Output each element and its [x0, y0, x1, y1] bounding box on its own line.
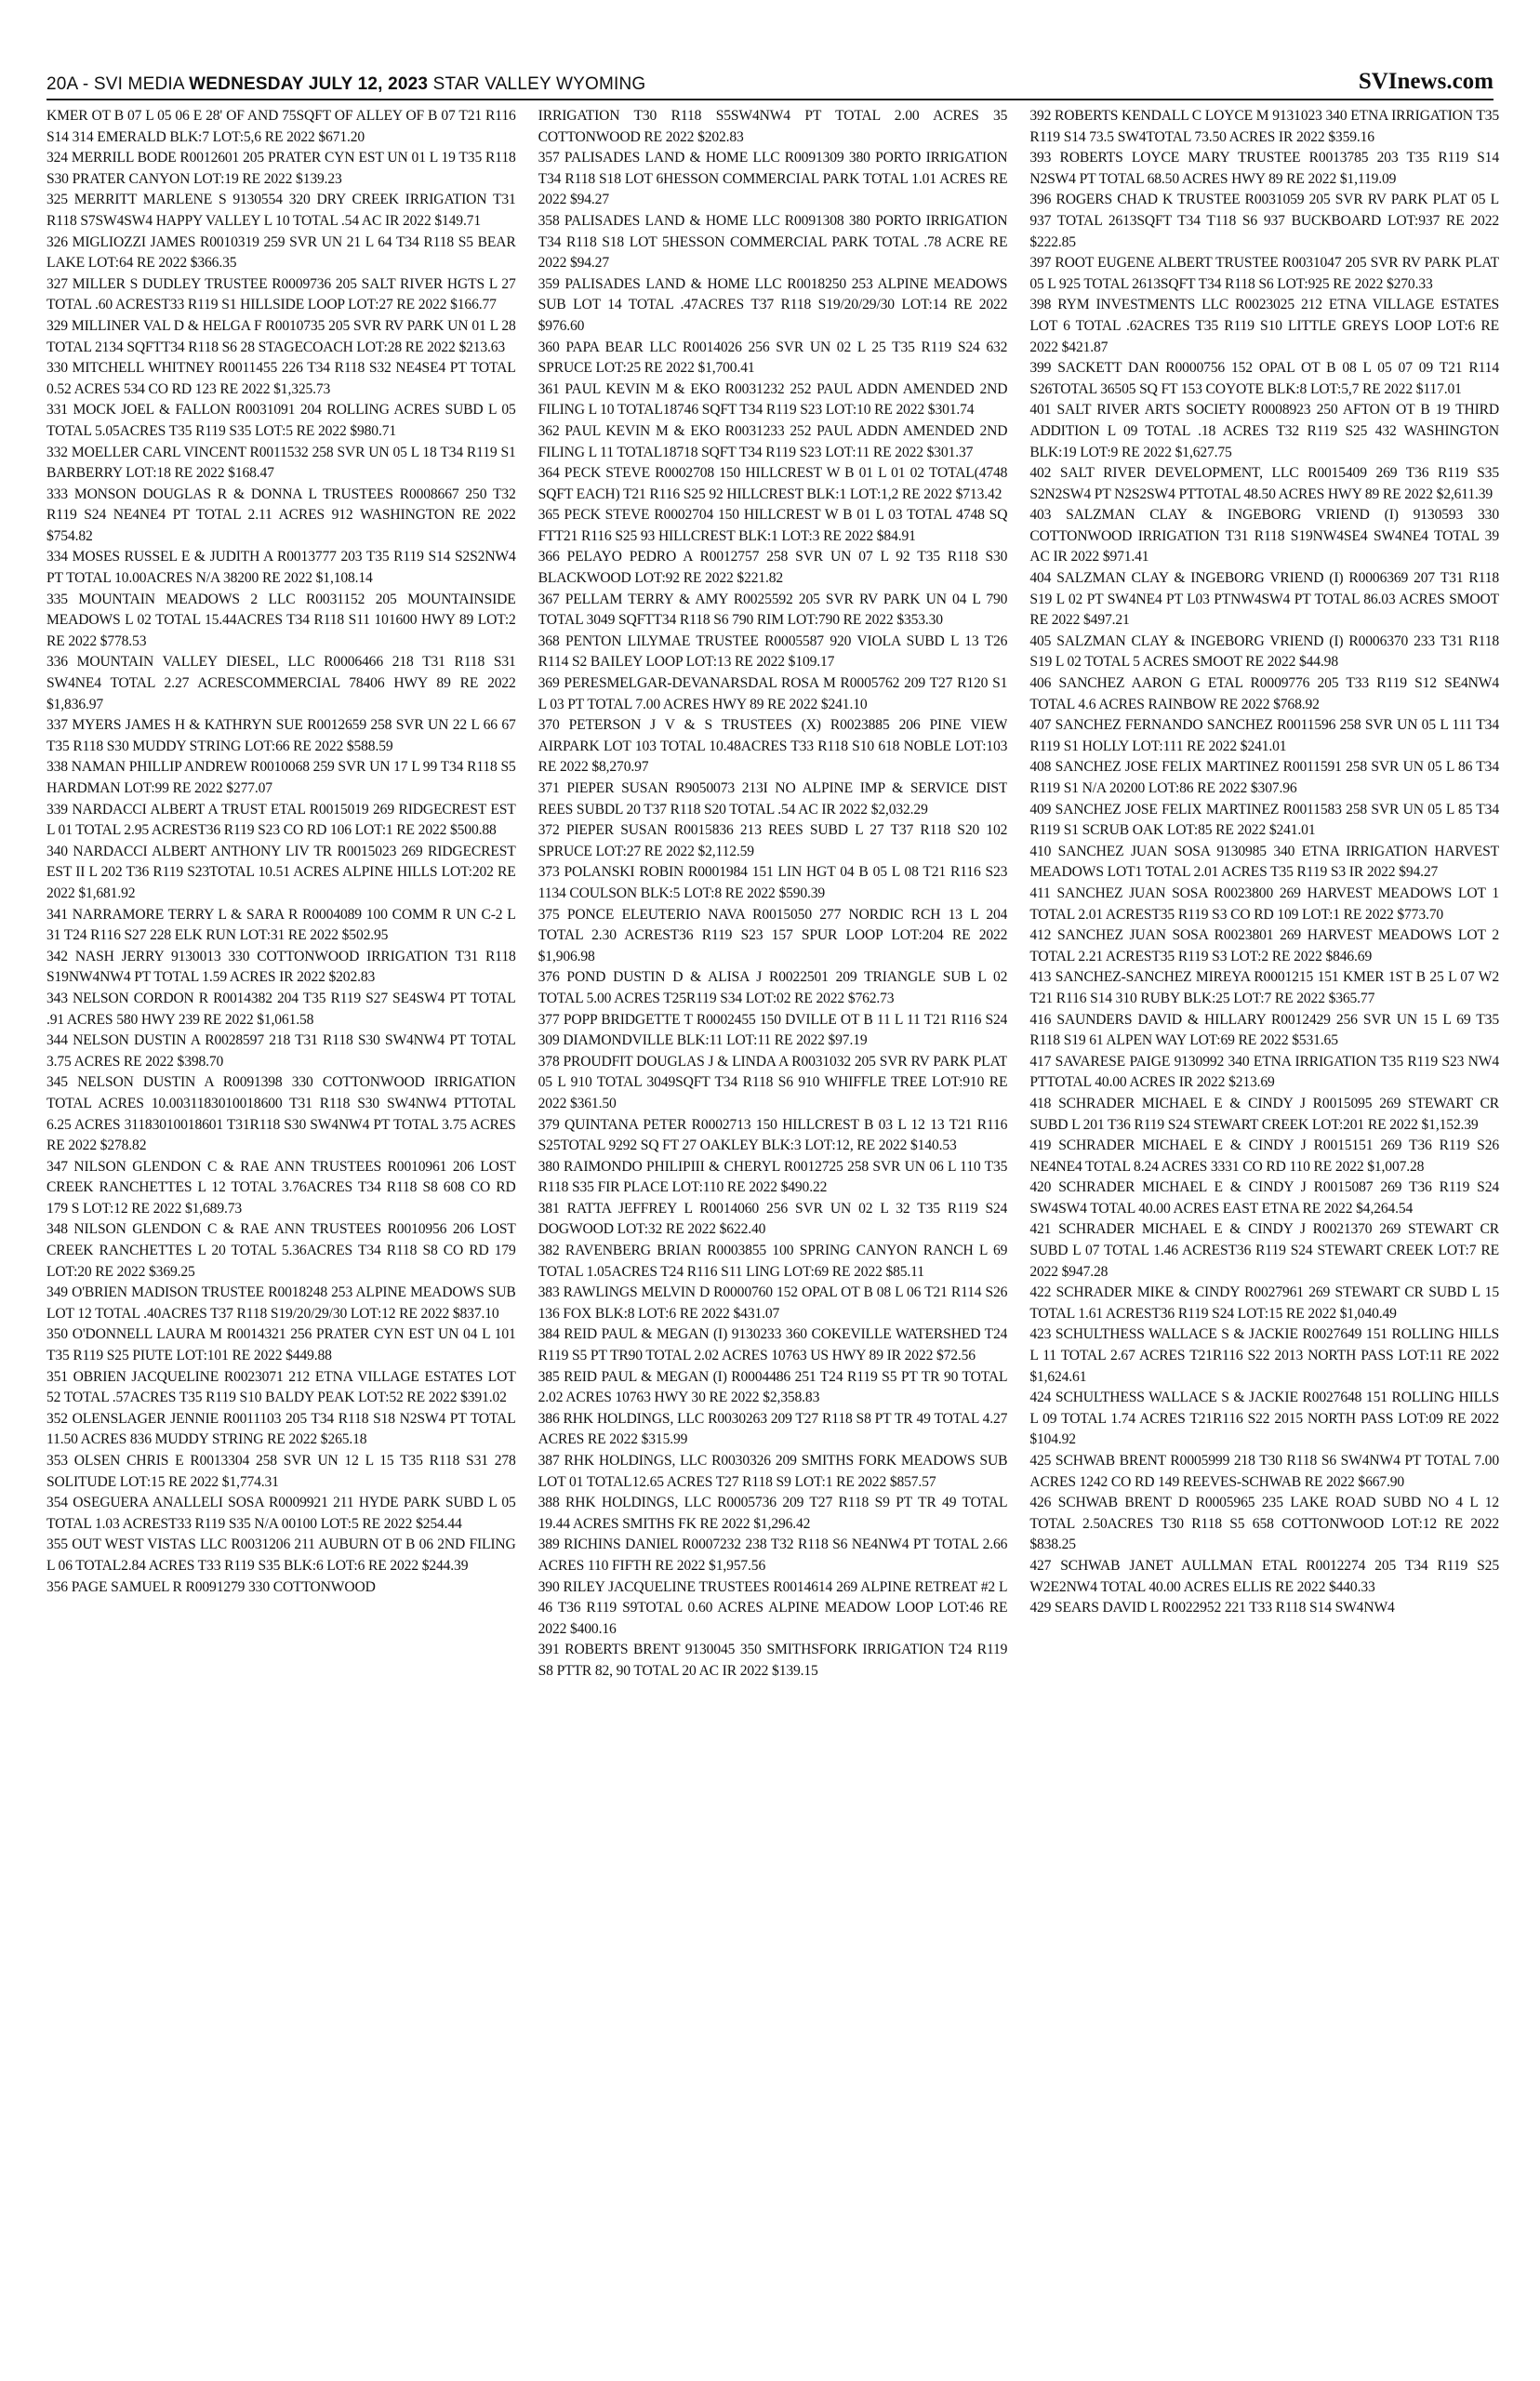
tax-listing-entry: 343 NELSON CORDON R R0014382 204 T35 R119 S27 SE4SW4 PT TOTAL .91 ACRES 580 HWY 239 RE 2022 $1,061.58: [46, 990, 516, 1028]
tax-listing-entry: 386 RHK HOLDINGS, LLC R0030263 209 T27 R118 S8 PT TR 49 TOTAL 4.27 ACRES RE 2022 $315.99: [538, 1410, 1008, 1448]
column-1: [46, 106, 516, 2381]
tax-listing-entry: 348 NILSON GLENDON C & RAE ANN TRUSTEES R0010956 206 LOST CREEK RANCHETTES L 20 TOTAL 5.36ACRES T34 R118 S8 CO RD 179 LOT:20 RE 2022 $369.25: [46, 1221, 516, 1280]
tax-listing-entry: 388 RHK HOLDINGS, LLC R0005736 209 T27 R118 S9 PT TR 49 TOTAL 19.44 ACRES SMITHS FK RE 2022 $1,296.42: [538, 1495, 1008, 1532]
tax-listing-entry: 329 MILLINER VAL D & HELGA F R0010735 205 SVR RV PARK UN 01 L 28 TOTAL 2134 SQFTT34 R118 S6 28 STAGECOACH LOT:28 RE 2022 $213.63: [46, 317, 516, 355]
header-left: [46, 74, 645, 95]
tax-listing-entry: 412 SANCHEZ JUAN SOSA R0023801 269 HARVEST MEADOWS LOT 2 TOTAL 2.21 ACREST35 R119 S3 LOT:2 RE 2022 $846.69: [1029, 927, 1499, 964]
tax-listing-entry: 370 PETERSON J V & S TRUSTEES (X) R0023885 206 PINE VIEW AIRPARK LOT 103 TOTAL 10.48ACRES T33 R118 S10 618 NOBLE LOT:103 RE 2022 $8,270.97: [538, 717, 1008, 776]
tax-listing-entry: 397 ROOT EUGENE ALBERT TRUSTEE R0031047 205 SVR RV PARK PLAT 05 L 925 TOTAL 2613SQFT T34 R118 S6 LOT:925 RE 2022 $270.33: [1029, 255, 1499, 292]
tax-listing-entry: 373 POLANSKI ROBIN R0001984 151 LIN HGT 04 B 05 L 08 T21 R116 S23 1134 COULSON BLK:5 LOT:8 RE 2022 $590.39: [538, 864, 1008, 901]
tax-listing-entry: 362 PAUL KEVIN M & EKO R0031233 252 PAUL ADDN AMENDED 2ND FILING L 11 TOTAL18718 SQFT T34 R119 S23 LOT:11 RE 2022 $301.37: [538, 422, 1008, 460]
tax-listing-entry: 382 RAVENBERG BRIAN R0003855 100 SPRING CANYON RANCH L 69 TOTAL 1.05ACRES T24 R116 S11 LING LOT:69 RE 2022 $85.11: [538, 1243, 1008, 1280]
tax-listing-entry: 356 PAGE SAMUEL R R0091279 330 COTTONWOOD: [46, 1578, 376, 1595]
tax-listing-entry: 338 NAMAN PHILLIP ANDREW R0010068 259 SVR UN 17 L 99 T34 R118 S5 HARDMAN LOT:99 RE 2022 $277.07: [46, 759, 516, 796]
tax-listing-entry: 411 SANCHEZ JUAN SOSA R0023800 269 HARVEST MEADOWS LOT 1 TOTAL 2.01 ACREST35 R119 S3 CO RD 109 LOT:1 RE 2022 $773.70: [1029, 885, 1499, 923]
tax-listing-entry: 365 PECK STEVE R0002704 150 HILLCREST W B 01 L 03 TOTAL 4748 SQ FTT21 R116 S25 93 HILLCREST BLK:1 LOT:3 RE 2022 $84.91: [538, 507, 1008, 544]
tax-listing-entry: IRRIGATION T30 R118 S5SW4NW4 PT TOTAL 2.00 ACRES 35 COTTONWOOD RE 2022 $202.83: [538, 108, 1008, 145]
tax-listing-entry: 384 REID PAUL & MEGAN (I) 9130233 360 COKEVILLE WATERSHED T24 R119 S5 PT TR90 TOTAL 2.02 ACRES 10763 US HWY 89 IR 2022 $72.56: [538, 1326, 1008, 1364]
tax-listing-entry: 347 NILSON GLENDON C & RAE ANN TRUSTEES R0010961 206 LOST CREEK RANCHETTES L 12 TOTAL 3.76ACRES T34 R118 S8 608 CO RD 179 S LOT:12 RE 2022 $1,689.73: [46, 1158, 516, 1217]
tax-listing-entry: 334 MOSES RUSSEL E & JUDITH A R0013777 203 T35 R119 S14 S2S2NW4 PT TOTAL 10.00ACRES N/A 38200 RE 2022 $1,108.14: [46, 549, 516, 587]
tax-listing-entry: 359 PALISADES LAND & HOME LLC R0018250 253 ALPINE MEADOWS SUB LOT 14 TOTAL .47ACRES T37 R118 S19/20/29/30 LOT:14 RE 2022 $976.60: [538, 275, 1008, 334]
tax-listing-entry: 410 SANCHEZ JUAN SOSA 9130985 340 ETNA IRRIGATION HARVEST MEADOWS LOT1 TOTAL 2.01 ACRES T35 R119 S3 IR 2022 $94.27: [1029, 843, 1499, 881]
tax-listing-entry: 401 SALT RIVER ARTS SOCIETY R0008923 250 AFTON OT B 19 THIRD ADDITION L 09 TOTAL .18 ACRES T32 R119 S25 432 WASHINGTON BLK:19 LOT:9 RE 2022 $1,627.75: [1029, 402, 1499, 460]
tax-listing-entry: 326 MIGLIOZZI JAMES R0010319 259 SVR UN 21 L 64 T34 R118 S5 BEAR LAKE LOT:64 RE 2022 $366.35: [46, 233, 516, 272]
section-label: 20A - SVI MEDIA: [46, 74, 184, 94]
listing-columns: [46, 106, 1499, 2381]
tax-listing-entry: 330 MITCHELL WHITNEY R0011455 226 T34 R118 S32 NE4SE4 PT TOTAL 0.52 ACRES 534 CO RD 123 RE 2022 $1,325.73: [46, 360, 516, 397]
tax-listing-entry: 351 OBRIEN JACQUELINE R0023071 212 ETNA VILLAGE ESTATES LOT 52 TOTAL .57ACRES T35 R119 S10 BALDY PEAK LOT:52 RE 2022 $391.02: [46, 1368, 516, 1406]
tax-listing-entry: 427 SCHWAB JANET AULLMAN ETAL R0012274 205 T34 R119 S25 W2E2NW4 TOTAL 40.00 ACRES ELLIS RE 2022 $440.33: [1029, 1557, 1499, 1595]
tax-listing-entry: 375 PONCE ELEUTERIO NAVA R0015050 277 NORDIC RCH 13 L 204 TOTAL 2.30 ACREST36 R119 S23 157 SPUR LOOP LOT:204 RE 2022 $1,906.98: [538, 906, 1008, 964]
tax-listing-entry: 409 SANCHEZ JOSE FELIX MARTINEZ R0011583 258 SVR UN 05 L 85 T34 R119 S1 SCRUB OAK LOT:85 RE 2022 $241.01: [1029, 801, 1499, 839]
tax-listing-entry: 357 PALISADES LAND & HOME LLC R0091309 380 PORTO IRRIGATION T34 R118 S18 LOT 6HESSON COMMERCIAL PARK TOTAL 1.01 ACRES RE 2022 $94.27: [538, 150, 1008, 208]
tax-listing-entry: 407 SANCHEZ FERNANDO SANCHEZ R0011596 258 SVR UN 05 L 111 T34 R119 S1 HOLLY LOT:111 RE 2022 $241.01: [1029, 717, 1499, 754]
tax-listing-entry: 390 RILEY JACQUELINE TRUSTEES R0014614 269 ALPINE RETREAT #2 L 46 T36 R119 S9TOTAL 0.60 ACRES ALPINE MEADOW LOOP LOT:46 RE 2022 $400.16: [538, 1578, 1008, 1637]
tax-listing-entry: 366 PELAYO PEDRO A R0012757 258 SVR UN 07 L 92 T35 R118 S30 BLACKWOOD LOT:92 RE 2022 $221.82: [538, 549, 1008, 587]
tax-listing-entry: 396 ROGERS CHAD K TRUSTEE R0031059 205 SVR RV PARK PLAT 05 L 937 TOTAL 2613SQFT T34 T118 S6 937 BUCKBOARD LOT:937 RE 2022 $222.85: [1029, 192, 1499, 250]
tax-listing-entry: 426 SCHWAB BRENT D R0005965 235 LAKE ROAD SUBD NO 4 L 12 TOTAL 2.50ACRES T30 R118 S5 658 COTTONWOOD LOT:12 RE 2022 $838.25: [1029, 1495, 1499, 1553]
tax-listing-entry: KMER OT B 07 L 05 06 E 28' OF AND 75SQFT OF ALLEY OF B 07 T21 R116 S14 314 EMERALD BLK:7 LOT:5,6 RE 2022 $671.20: [46, 108, 516, 145]
issue-date: WEDNESDAY JULY 12, 2023: [189, 74, 429, 94]
location-label: STAR VALLEY WYOMING: [432, 74, 646, 94]
tax-listing-entry: 331 MOCK JOEL & FALLON R0031091 204 ROLLING ACRES SUBD L 05 TOTAL 5.05ACRES T35 R119 S35 LOT:5 RE 2022 $980.71: [46, 402, 516, 439]
tax-listing-entry: 358 PALISADES LAND & HOME LLC R0091308 380 PORTO IRRIGATION T34 R118 S18 LOT 5HESSON COMMERCIAL PARK TOTAL .78 ACRE RE 2022 $94.27: [538, 212, 1008, 272]
tax-listing-entry: 333 MONSON DOUGLAS R & DONNA L TRUSTEES R0008667 250 T32 R119 S24 NE4NE4 PT TOTAL 2.11 ACRES 912 WASHINGTON RE 2022 $754.82: [46, 486, 516, 544]
tax-listing-entry: 391 ROBERTS BRENT 9130045 350 SMITHSFORK IRRIGATION T24 R119 S8 PTTR 82, 90 TOTAL 20 AC IR 2022 $139.15: [538, 1642, 1008, 1679]
tax-listing-entry: 353 OLSEN CHRIS E R0013304 258 SVR UN 12 L 15 T35 R118 S31 278 SOLITUDE LOT:15 RE 2022 $1,774.31: [46, 1453, 516, 1490]
tax-listing-entry: 419 SCHRADER MICHAEL E & CINDY J R0015151 269 T36 R119 S26 NE4NE4 TOTAL 8.24 ACRES 3331 CO RD 110 RE 2022 $1,007.28: [1029, 1137, 1499, 1175]
tax-listing-entry: 378 PROUDFIT DOUGLAS J & LINDA A R0031032 205 SVR RV PARK PLAT 05 L 910 TOTAL 3049SQFT T34 R118 S6 910 WHIFFLE TREE LOT:910 RE 2022 $361.50: [538, 1053, 1008, 1111]
tax-listing-entry: 350 O'DONNELL LAURA M R0014321 256 PRATER CYN EST UN 04 L 101 T35 R119 S25 PIUTE LOT:101 RE 2022 $449.88: [46, 1326, 516, 1364]
tax-listing-entry: 424 SCHULTHESS WALLACE S & JACKIE R0027648 151 ROLLING HILLS L 09 TOTAL 1.74 ACRES T21R116 S22 2015 NORTH PASS LOT:09 RE 2022 $104.92: [1029, 1390, 1499, 1448]
column-2: [538, 106, 1008, 2381]
tax-listing-entry: 420 SCHRADER MICHAEL E & CINDY J R0015087 269 T36 R119 S24 SW4SW4 TOTAL 40.00 ACRES EAST ETNA RE 2022 $4,264.54: [1029, 1179, 1499, 1217]
tax-listing-entry: 422 SCHRADER MIKE & CINDY R0027961 269 STEWART CR SUBD L 15 TOTAL 1.61 ACREST36 R119 S24 LOT:15 RE 2022 $1,040.49: [1029, 1284, 1499, 1322]
tax-listing-entry: 376 POND DUSTIN D & ALISA J R0022501 209 TRIANGLE SUB L 02 TOTAL 5.00 ACRES T25R119 S34 LOT:02 RE 2022 $762.73: [538, 969, 1008, 1006]
tax-listing-entry: 371 PIEPER SUSAN R9050073 213I NO ALPINE IMP & SERVICE DIST REES SUBDL 20 T37 R118 S20 TOTAL .54 AC IR 2022 $2,032.29: [538, 780, 1008, 818]
tax-listing-entry: 405 SALZMAN CLAY & INGEBORG VRIEND (I) R0006370 233 T31 R118 S19 L 02 TOTAL 5 ACRES SMOOT RE 2022 $44.98: [1029, 632, 1499, 671]
tax-listing-entry: 380 RAIMONDO PHILIPIII & CHERYL R0012725 258 SVR UN 06 L 110 T35 R118 S35 FIR PLACE LOT:110 RE 2022 $490.22: [538, 1158, 1008, 1196]
tax-listing-entry: 381 RATTA JEFFREY L R0014060 256 SVR UN 02 L 32 T35 R119 S24 DOGWOOD LOT:32 RE 2022 $622.40: [538, 1200, 1008, 1238]
tax-listing-entry: 372 PIEPER SUSAN R0015836 213 REES SUBD L 27 T37 R118 S20 102 SPRUCE LOT:27 RE 2022 $2,112.59: [538, 822, 1008, 859]
tax-listing-entry: 364 PECK STEVE R0002708 150 HILLCREST W B 01 L 01 02 TOTAL(4748 SQFT EACH) T21 R116 S25 92 HILLCREST BLK:1 LOT:1,2 RE 2022 $713.42: [538, 465, 1008, 502]
tax-listing-entry: 341 NARRAMORE TERRY L & SARA R R0004089 100 COMM R UN C-2 L 31 T24 R116 S27 228 ELK RUN LOT:31 RE 2022 $502.95: [46, 906, 516, 944]
page-header: [46, 63, 1494, 100]
tax-listing-entry: 418 SCHRADER MICHAEL E & CINDY J R0015095 269 STEWART CR SUBD L 201 T36 R119 S24 STEWART CREEK LOT:201 RE 2022 $1,152.39: [1029, 1095, 1499, 1133]
site-name: SVInews.com: [1358, 69, 1494, 94]
tax-listing-entry: 402 SALT RIVER DEVELOPMENT, LLC R0015409 269 T36 R119 S35 S2N2SW4 PT N2S2SW4 PTTOTAL 48.50 ACRES HWY 89 RE 2022 $2,611.39: [1029, 465, 1499, 502]
tax-listing-entry: 403 SALZMAN CLAY & INGEBORG VRIEND (I) 9130593 330 COTTONWOOD IRRIGATION T31 R118 S19NW4SE4 SW4NE4 TOTAL 39 AC IR 2022 $971.41: [1029, 507, 1499, 565]
tax-listing-entry: 406 SANCHEZ AARON G ETAL R0009776 205 T33 R119 S12 SE4NW4 TOTAL 4.6 ACRES RAINBOW RE 2022 $768.92: [1029, 675, 1499, 712]
tax-listing-entry: 377 POPP BRIDGETTE T R0002455 150 DVILLE OT B 11 L 11 T21 R116 S24 309 DIAMONDVILLE BLK:11 LOT:11 RE 2022 $97.19: [538, 1011, 1008, 1049]
tax-listing-entry: 416 SAUNDERS DAVID & HILLARY R0012429 256 SVR UN 15 L 69 T35 R118 S19 61 ALPEN WAY LOT:69 RE 2022 $531.65: [1029, 1011, 1499, 1049]
tax-listing-entry: 335 MOUNTAIN MEADOWS 2 LLC R0031152 205 MOUNTAINSIDE MEADOWS L 02 TOTAL 15.44ACRES T34 R118 S11 101600 HWY 89 LOT:2 RE 2022 $778.53: [46, 591, 516, 649]
tax-listing-entry: 349 O'BRIEN MADISON TRUSTEE R0018248 253 ALPINE MEADOWS SUB LOT 12 TOTAL .40ACRES T37 R118 S19/20/29/30 LOT:12 RE 2022 $837.10: [46, 1284, 516, 1322]
tax-listing-entry: 355 OUT WEST VISTAS LLC R0031206 211 AUBURN OT B 06 2ND FILING L 06 TOTAL2.84 ACRES T33 R119 S35 BLK:6 LOT:6 RE 2022 $244.39: [46, 1536, 516, 1574]
tax-listing-entry: 337 MYERS JAMES H & KATHRYN SUE R0012659 258 SVR UN 22 L 66 67 T35 R118 S30 MUDDY STRING LOT:66 RE 2022 $588.59: [46, 717, 516, 754]
tax-listing-entry: 339 NARDACCI ALBERT A TRUST ETAL R0015019 269 RIDGECREST EST L 01 TOTAL 2.95 ACREST36 R119 S23 CO RD 106 LOT:1 RE 2022 $500.88: [46, 801, 516, 839]
tax-listing-entry: 421 SCHRADER MICHAEL E & CINDY J R0021370 269 STEWART CR SUBD L 07 TOTAL 1.46 ACREST36 R119 S24 STEWART CREEK LOT:7 RE 2022 $947.28: [1029, 1221, 1499, 1280]
tax-listing-entry: 383 RAWLINGS MELVIN D R0000760 152 OPAL OT B 08 L 06 T21 R114 S26 136 FOX BLK:8 LOT:6 RE 2022 $431.07: [538, 1284, 1008, 1322]
tax-listing-entry: 344 NELSON DUSTIN A R0028597 218 T31 R118 S30 SW4NW4 PT TOTAL 3.75 ACRES RE 2022 $398.70: [46, 1032, 516, 1070]
tax-listing-entry: 367 PELLAM TERRY & AMY R0025592 205 SVR RV PARK UN 04 L 790 TOTAL 3049 SQFTT34 R118 S6 790 RIM LOT:790 RE 2022 $353.30: [538, 591, 1008, 629]
tax-listing-entry: 399 SACKETT DAN R0000756 152 OPAL OT B 08 L 05 07 09 T21 R114 S26TOTAL 36505 SQ FT 153 COYOTE BLK:8 LOT:5,7 RE 2022 $117.01: [1029, 360, 1499, 397]
tax-listing-entry: 345 NELSON DUSTIN A R0091398 330 COTTONWOOD IRRIGATION TOTAL ACRES 10.0031183010018600 T31 R118 S30 SW4NW4 PTTOTAL 6.25 ACRES 31183010018601 T31R118 S30 SW4NW4 PT TOTAL 3.75 ACRES RE 2022 $278.82: [46, 1074, 516, 1154]
tax-listing-entry: 325 MERRITT MARLENE S 9130554 320 DRY CREEK IRRIGATION T31 R118 S7SW4SW4 HAPPY VALLEY L 10 TOTAL .54 AC IR 2022 $149.71: [46, 192, 516, 229]
tax-listing-entry: 332 MOELLER CARL VINCENT R0011532 258 SVR UN 05 L 18 T34 R119 S1 BARBERRY LOT:18 RE 2022 $168.47: [46, 444, 516, 482]
tax-listing-entry: 392 ROBERTS KENDALL C LOYCE M 9131023 340 ETNA IRRIGATION T35 R119 S14 73.5 SW4TOTAL 73.50 ACRES IR 2022 $359.16: [1029, 108, 1499, 145]
tax-listing-entry: 429 SEARS DAVID L R0022952 221 T33 R118 S14 SW4NW4: [1029, 1600, 1395, 1616]
tax-listing-entry: 423 SCHULTHESS WALLACE S & JACKIE R0027649 151 ROLLING HILLS L 11 TOTAL 2.67 ACRES T21R116 S22 2013 NORTH PASS LOT:11 RE 2022 $1,624.61: [1029, 1326, 1499, 1385]
tax-listing-entry: 336 MOUNTAIN VALLEY DIESEL, LLC R0006466 218 T31 R118 S31 SW4NE4 TOTAL 2.27 ACRESCOMMERCIAL 78406 HWY 89 RE 2022 $1,836.97: [46, 654, 516, 712]
tax-listing-entry: 385 REID PAUL & MEGAN (I) R0004486 251 T24 R119 S5 PT TR 90 TOTAL 2.02 ACRES 10763 HWY 30 RE 2022 $2,358.83: [538, 1368, 1008, 1406]
tax-listing-entry: 413 SANCHEZ-SANCHEZ MIREYA R0001215 151 KMER 1ST B 25 L 07 W2 T21 R116 S14 310 RUBY BLK:25 LOT:7 RE 2022 $365.77: [1029, 969, 1499, 1006]
column-3: [1029, 106, 1499, 2381]
tax-listing-entry: 368 PENTON LILYMAE TRUSTEE R0005587 920 VIOLA SUBD L 13 T26 R114 S2 BAILEY LOOP LOT:13 RE 2022 $109.17: [538, 632, 1008, 671]
tax-listing-entry: 393 ROBERTS LOYCE MARY TRUSTEE R0013785 203 T35 R119 S14 N2SW4 PT TOTAL 68.50 ACRES HWY 89 RE 2022 $1,119.09: [1029, 150, 1499, 187]
tax-listing-entry: 425 SCHWAB BRENT R0005999 218 T30 R118 S6 SW4NW4 PT TOTAL 7.00 ACRES 1242 CO RD 149 REEVES-SCHWAB RE 2022 $667.90: [1029, 1453, 1499, 1490]
tax-listing-entry: 379 QUINTANA PETER R0002713 150 HILLCREST B 03 L 12 13 T21 R116 S25TOTAL 9292 SQ FT 27 OAKLEY BLK:3 LOT:12, RE 2022 $140.53: [538, 1116, 1008, 1154]
tax-listing-entry: 354 OSEGUERA ANALLELI SOSA R0009921 211 HYDE PARK SUBD L 05 TOTAL 1.03 ACREST33 R119 S35 N/A 00100 LOT:5 RE 2022 $254.44: [46, 1495, 516, 1532]
tax-listing-entry: 408 SANCHEZ JOSE FELIX MARTINEZ R0011591 258 SVR UN 05 L 86 T34 R119 S1 N/A 20200 LOT:86 RE 2022 $307.96: [1029, 759, 1499, 796]
tax-listing-entry: 369 PERESMELGAR-DEVANARSDAL ROSA M R0005762 209 T27 R120 S1 L 03 PT TOTAL 7.00 ACRES HWY 89 RE 2022 $241.10: [538, 675, 1008, 712]
tax-listing-entry: 360 PAPA BEAR LLC R0014026 256 SVR UN 02 L 25 T35 R119 S24 632 SPRUCE LOT:25 RE 2022 $1,700.41: [538, 339, 1008, 377]
tax-listing-entry: 404 SALZMAN CLAY & INGEBORG VRIEND (I) R0006369 207 T31 R118 S19 L 02 PT SW4NE4 PT L03 PTNW4SW4 PT TOTAL 86.03 ACRES SMOOT RE 2022 $497.21: [1029, 570, 1499, 629]
tax-listing-entry: 342 NASH JERRY 9130013 330 COTTONWOOD IRRIGATION T31 R118 S19NW4NW4 PT TOTAL 1.59 ACRES IR 2022 $202.83: [46, 948, 516, 986]
tax-listing-entry: 387 RHK HOLDINGS, LLC R0030326 209 SMITHS FORK MEADOWS SUB LOT 01 TOTAL12.65 ACRES T27 R118 S9 LOT:1 RE 2022 $857.57: [538, 1453, 1008, 1490]
tax-listing-entry: 352 OLENSLAGER JENNIE R0011103 205 T34 R118 S18 N2SW4 PT TOTAL 11.50 ACRES 836 MUDDY STRING RE 2022 $265.18: [46, 1410, 516, 1448]
tax-listing-entry: 417 SAVARESE PAIGE 9130992 340 ETNA IRRIGATION T35 R119 S23 NW4 PTTOTAL 40.00 ACRES IR 2022 $213.69: [1029, 1053, 1499, 1091]
tax-listing-entry: 389 RICHINS DANIEL R0007232 238 T32 R118 S6 NE4NW4 PT TOTAL 2.66 ACRES 110 FIFTH RE 2022 $1,957.56: [538, 1536, 1008, 1574]
tax-listing-entry: 361 PAUL KEVIN M & EKO R0031232 252 PAUL ADDN AMENDED 2ND FILING L 10 TOTAL18746 SQFT T34 R119 S23 LOT:10 RE 2022 $301.74: [538, 380, 1008, 419]
tax-listing-entry: 398 RYM INVESTMENTS LLC R0023025 212 ETNA VILLAGE ESTATES LOT 6 TOTAL .62ACRES T35 R119 S10 LITTLE GREYS LOOP LOT:6 RE 2022 $421.87: [1029, 297, 1499, 355]
tax-listing-entry: 324 MERRILL BODE R0012601 205 PRATER CYN EST UN 01 L 19 T35 R118 S30 PRATER CANYON LOT:19 RE 2022 $139.23: [46, 150, 516, 187]
tax-listing-entry: 340 NARDACCI ALBERT ANTHONY LIV TR R0015023 269 RIDGECREST EST II L 202 T36 R119 S23TOTAL 10.51 ACRES ALPINE HILLS LOT:202 RE 2022 $1,681.92: [46, 843, 516, 901]
tax-listing-entry: 327 MILLER S DUDLEY TRUSTEE R0009736 205 SALT RIVER HGTS L 27 TOTAL .60 ACREST33 R119 S1 HILLSIDE LOOP LOT:27 RE 2022 $166.77: [46, 275, 516, 313]
